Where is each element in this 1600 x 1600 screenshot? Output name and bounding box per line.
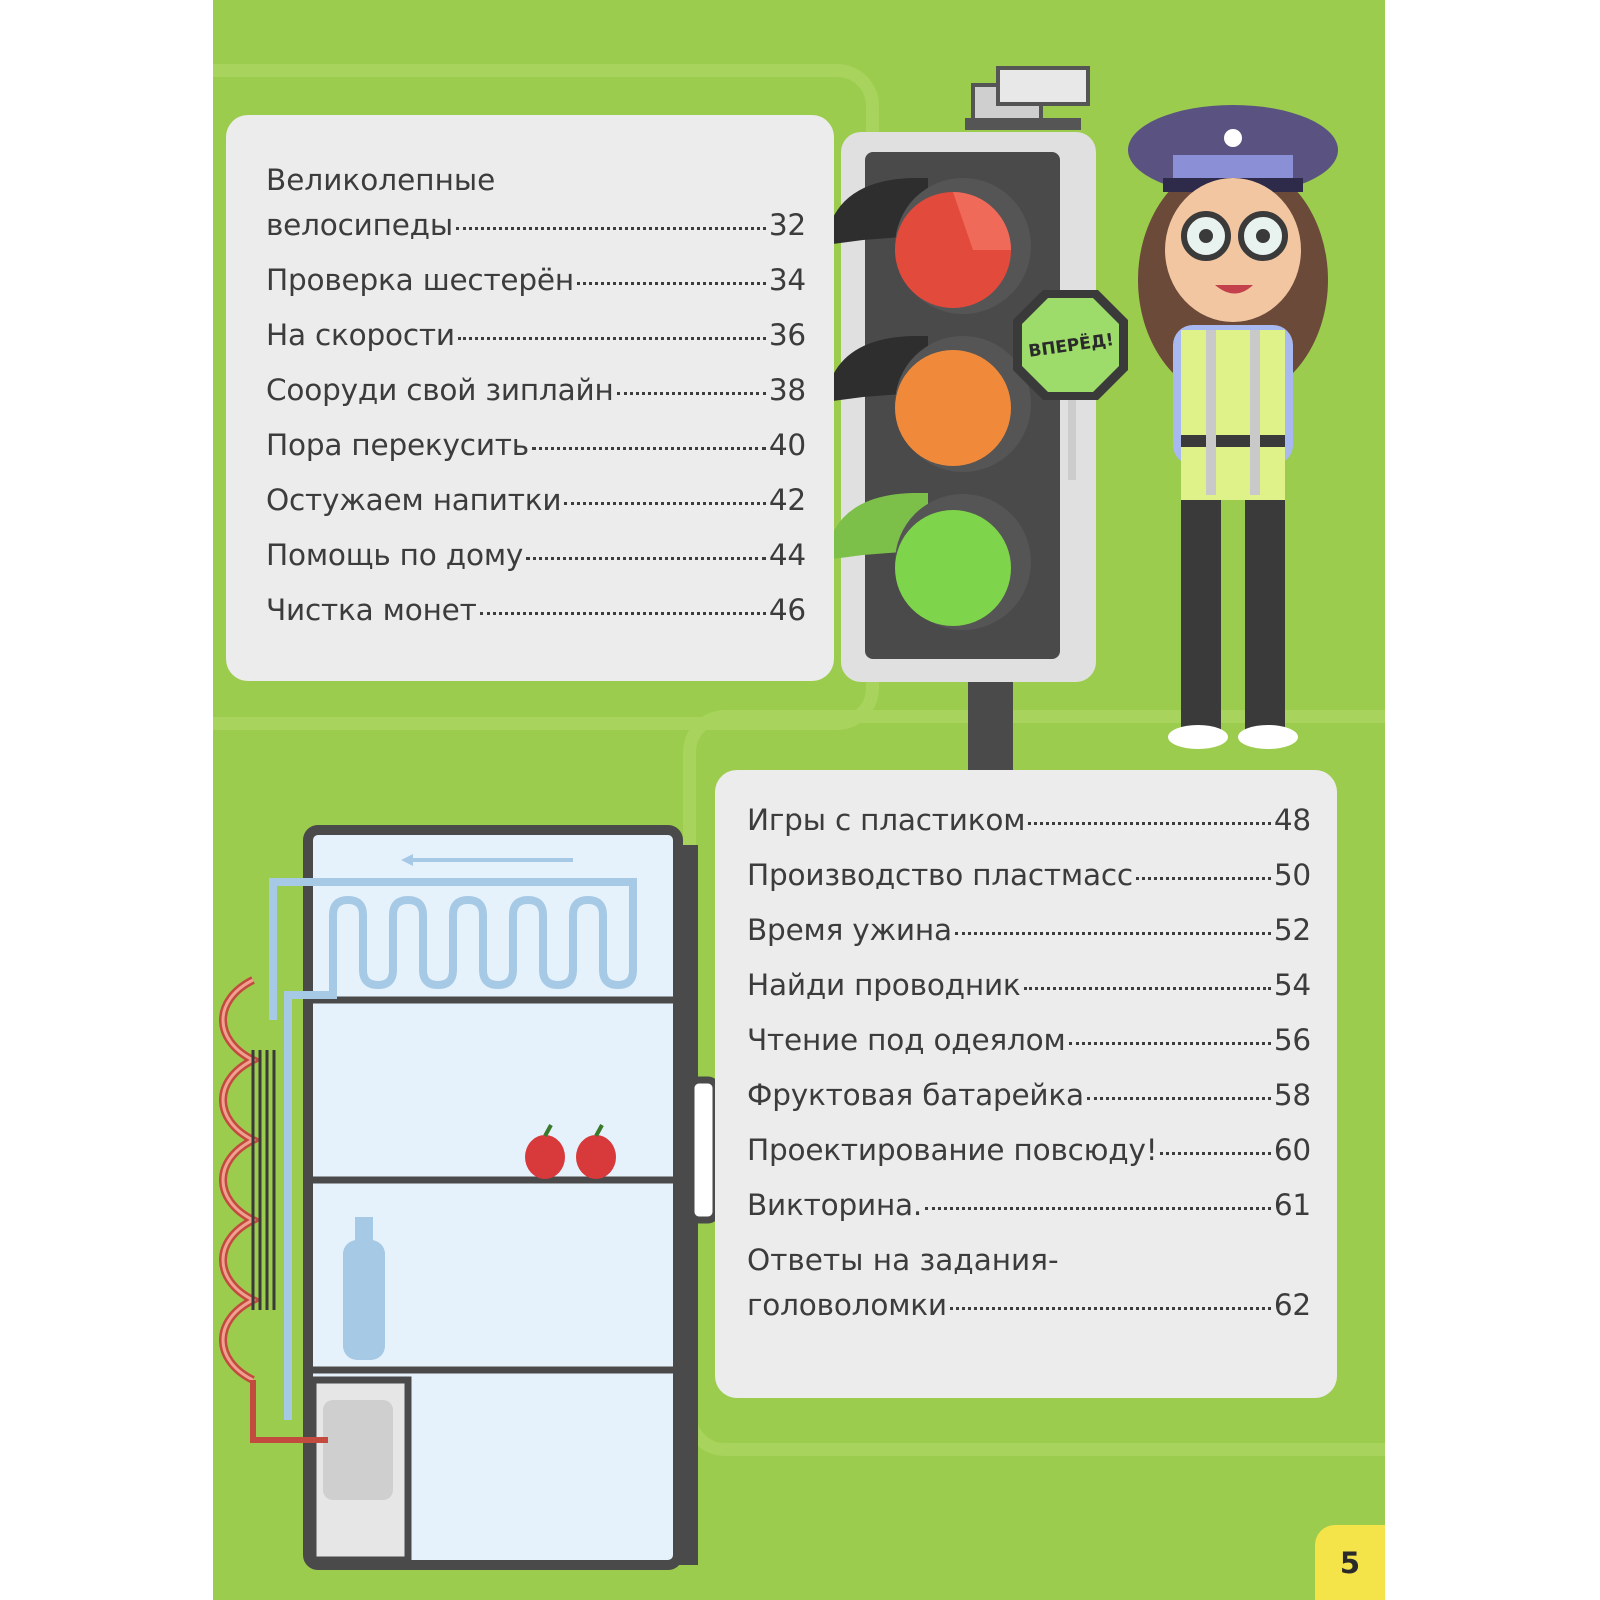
toc-item[interactable]	[266, 208, 806, 242]
toc-item-page: 36	[768, 318, 806, 352]
toc-item[interactable]	[747, 968, 1311, 1002]
dot-leader	[925, 1207, 1271, 1210]
toc-item-title: Чистка монет	[266, 593, 477, 627]
dot-leader	[532, 447, 766, 450]
toc-item-title: Время ужина	[747, 913, 952, 947]
toc-item-page: 32	[768, 208, 806, 242]
toc-item-page: 58	[1273, 1078, 1311, 1112]
dot-leader	[526, 557, 766, 560]
toc-item[interactable]	[747, 1188, 1311, 1222]
toc-item-page: 42	[768, 483, 806, 517]
toc-item-title: велосипеды	[266, 208, 453, 242]
toc-item-title: Викторина.	[747, 1188, 923, 1222]
toc-item-page: 34	[768, 263, 806, 297]
toc-item-title: Чтение под одеялом	[747, 1023, 1066, 1057]
dot-leader	[1087, 1097, 1271, 1100]
toc-item-title: Сооруди свой зиплайн	[266, 373, 614, 407]
dot-leader	[480, 612, 766, 615]
toc-item-page: 56	[1273, 1023, 1311, 1057]
book-page	[213, 0, 1385, 1600]
toc-item-page: 44	[768, 538, 806, 572]
dot-leader	[1160, 1152, 1271, 1155]
toc-item-page: 40	[768, 428, 806, 462]
toc-item-page: 48	[1273, 803, 1311, 837]
water-bottle	[343, 1240, 385, 1360]
toc-item-title: Помощь по дому	[266, 538, 524, 572]
toc-item-page: 61	[1273, 1188, 1311, 1222]
toc-item-page: 38	[768, 373, 806, 407]
dot-leader	[617, 392, 766, 395]
dot-leader	[577, 282, 766, 285]
toc-item[interactable]	[266, 263, 806, 297]
toc-item[interactable]	[747, 913, 1311, 947]
toc-item[interactable]	[747, 1288, 1311, 1322]
toc-item[interactable]	[266, 483, 806, 517]
toc-item-title: Производство пластмасс	[747, 858, 1133, 892]
toc-item-title: Пора перекусить	[266, 428, 529, 462]
page-number: 5	[1339, 1545, 1361, 1580]
toc-item-1-title-line1: Великолепные	[266, 163, 496, 197]
toc-item-page: 52	[1273, 913, 1311, 947]
toc-item-title: Фруктовая батарейка	[747, 1078, 1084, 1112]
toc-item-title: Игры с пластиком	[747, 803, 1026, 837]
dot-leader	[1028, 822, 1271, 825]
toc-item-title: Остужаем напитки	[266, 483, 562, 517]
traffic-light-illustration	[813, 40, 1373, 800]
toc-item[interactable]	[266, 593, 806, 627]
toc-item-title: головоломки	[747, 1288, 947, 1322]
toc-item-title: Проверка шестерён	[266, 263, 574, 297]
toc-item-page: 62	[1273, 1288, 1311, 1322]
toc-item[interactable]	[266, 538, 806, 572]
toc-item-page: 60	[1273, 1133, 1311, 1167]
fridge-illustration	[213, 820, 753, 1600]
toc-item-page: 50	[1273, 858, 1311, 892]
toc-item[interactable]	[747, 1133, 1311, 1167]
dot-leader	[1024, 987, 1271, 990]
dot-leader	[955, 932, 1271, 935]
toc-item[interactable]	[747, 1078, 1311, 1112]
toc-item-title: На скорости	[266, 318, 455, 352]
toc-item-page: 54	[1273, 968, 1311, 1002]
toc-item-9-title-line1: Ответы на задания-	[747, 1243, 1059, 1277]
toc-item-page: 46	[768, 593, 806, 627]
toc-item[interactable]	[266, 318, 806, 352]
go-sign-text: ВПЕРЁД!	[1027, 330, 1115, 362]
toc-panel-bottom	[715, 770, 1337, 1398]
toc-item[interactable]	[747, 803, 1311, 837]
toc-item[interactable]	[266, 428, 806, 462]
toc-item[interactable]	[747, 1023, 1311, 1057]
toc-item[interactable]	[266, 373, 806, 407]
toc-item-title: Проектирование повсюду!	[747, 1133, 1158, 1167]
dot-leader	[1069, 1042, 1271, 1045]
dot-leader	[564, 502, 766, 505]
dot-leader	[458, 337, 766, 340]
dot-leader	[456, 227, 766, 230]
toc-panel-top	[226, 115, 834, 681]
dot-leader	[1136, 877, 1271, 880]
toc-item[interactable]	[747, 858, 1311, 892]
toc-item-title: Найди проводник	[747, 968, 1021, 1002]
page-number-badge	[1315, 1525, 1385, 1600]
dot-leader	[950, 1307, 1271, 1310]
